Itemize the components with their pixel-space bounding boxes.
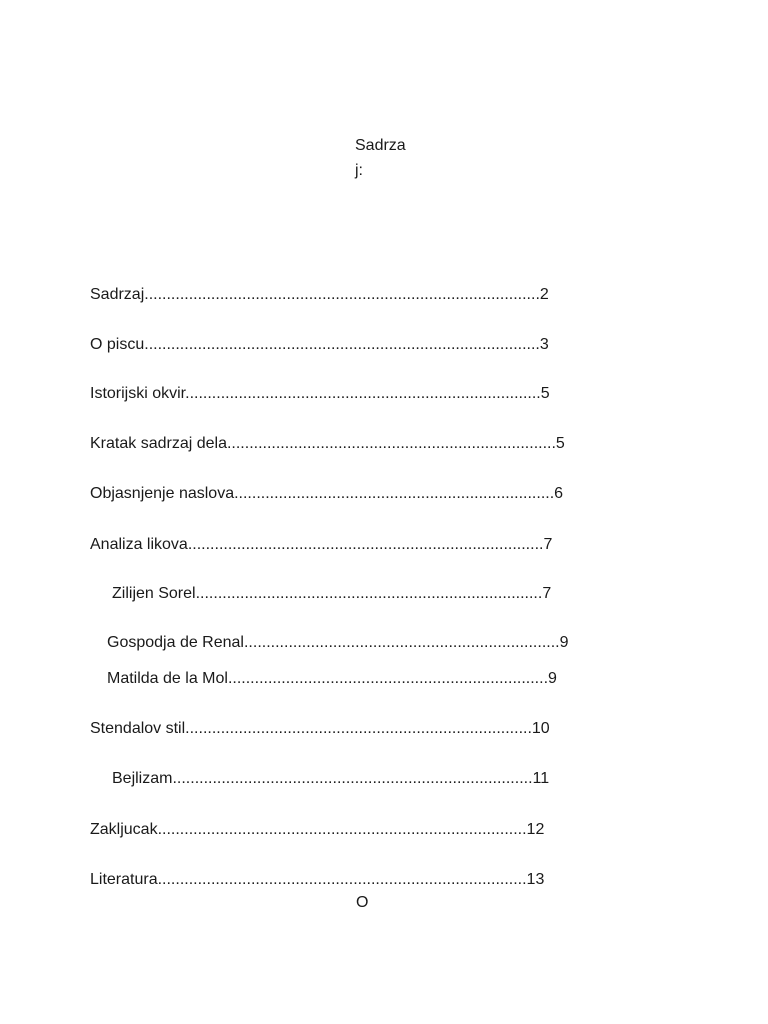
toc-entry-istorijski-okvir: Istorijski okvir................................................................................5 (90, 385, 550, 402)
toc-entry-stendalov-stil: Stendalov stil..............................................................................10 (90, 720, 550, 737)
toc-entry-kratak-sadrzaj-dela: Kratak sadrzaj dela..........................................................................5 (90, 435, 565, 452)
heading-line-2: j: (355, 162, 363, 179)
toc-entry-gospodja-de-renal: Gospodja de Renal.......................................................................9 (107, 634, 569, 651)
toc-entry-o-piscu: O piscu.........................................................................................3 (90, 336, 549, 353)
toc-entry-zilijen-sorel: Zilijen Sorel..............................................................................7 (112, 585, 552, 602)
toc-entry-zakljucak: Zakljucak...................................................................................12 (90, 821, 545, 838)
heading-line-1: Sadrza (355, 137, 406, 154)
footer-text-fragment: O (356, 894, 369, 911)
toc-entry-objasnjenje-naslova: Objasnjenje naslova........................................................................6 (90, 485, 564, 502)
toc-entry-sadrzaj: Sadrzaj.........................................................................................2 (90, 286, 549, 303)
toc-entry-bejlizam: Bejlizam.................................................................................11 (112, 770, 550, 787)
toc-entry-matilda-de-la-mol: Matilda de la Mol........................................................................9 (107, 670, 557, 687)
toc-entry-literatura: Literatura...................................................................................13 (90, 871, 545, 888)
toc-entry-analiza-likova: Analiza likova................................................................................7 (90, 536, 553, 553)
